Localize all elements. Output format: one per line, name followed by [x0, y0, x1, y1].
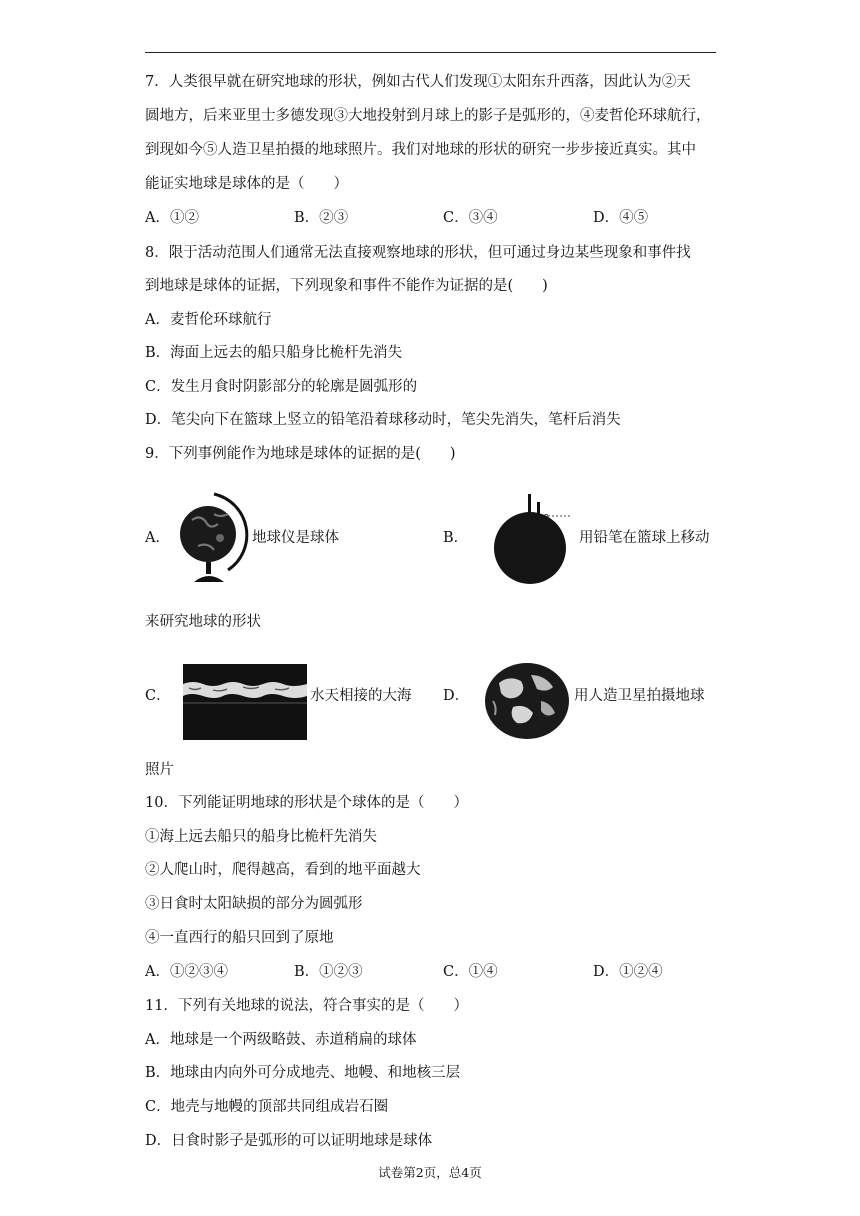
q9-option-d-letter[interactable]: D． — [443, 688, 470, 704]
q10-stem: 10．下列能证明地球的形状是个球体的是（ ） — [145, 795, 468, 811]
q9-option-a-letter[interactable]: A． — [145, 530, 170, 546]
q11-option-d[interactable]: D．日食时影子是弧形的可以证明地球是球体 — [145, 1133, 433, 1149]
page-footer: 试卷第2页，总4页 — [378, 1165, 482, 1180]
basketball-pencil-image — [488, 492, 576, 586]
q10-option-b[interactable]: B．①②③ — [294, 964, 363, 980]
q7-stem-line-2: 圆地方，后来亚里士多德发现③大地投射到月球上的影子是弧形的，④麦哲伦环球航行， — [145, 108, 711, 124]
q8-stem-line-1: 8．限于活动范围人们通常无法直接观察地球的形状，但可通过身边某些现象和事件找 — [145, 245, 691, 261]
q7-option-b[interactable]: B．②③ — [294, 210, 349, 226]
q10-statement-1: ①海上远去船只的船身比桅杆先消失 — [145, 829, 377, 845]
pencil-label-a: A — [532, 513, 537, 521]
q10-statement-4: ④一直西行的船只回到了原地 — [145, 930, 334, 946]
q9-stem: 9．下列事例能作为地球是球体的证据的是( ) — [145, 446, 456, 462]
header-rule — [145, 52, 716, 53]
q9-option-d-text-continued: 照片 — [145, 762, 174, 778]
q10-option-d[interactable]: D．①②④ — [593, 964, 663, 980]
q9-option-a-text[interactable]: 地球仪是球体 — [252, 530, 339, 546]
q8-option-d[interactable]: D．笔尖向下在篮球上竖立的铅笔沿着球移动时，笔尖先消失，笔杆后消失 — [145, 412, 621, 428]
q9-option-c-text[interactable]: 水天相接的大海 — [310, 688, 412, 704]
q8-option-a[interactable]: A．麦哲伦环球航行 — [145, 312, 272, 328]
q10-option-c[interactable]: C．①④ — [443, 964, 498, 980]
q7-stem-line-4: 能证实地球是球体的是（ ） — [145, 176, 348, 192]
q8-stem-line-2: 到地球是球体的证据，下列现象和事件不能作为证据的是( ) — [145, 278, 548, 294]
q10-statement-2: ②人爬山时，爬得越高，看到的地平面越大 — [145, 862, 421, 878]
q7-option-a[interactable]: A．①② — [145, 210, 199, 226]
q7-option-c[interactable]: C．③④ — [443, 210, 498, 226]
q10-option-a[interactable]: A．①②③④ — [145, 964, 228, 980]
earth-photo-image — [483, 661, 571, 741]
pencil-label-b: B — [544, 513, 549, 521]
q11-option-b[interactable]: B．地球由内向外可分成地壳、地幔、和地核三层 — [145, 1065, 461, 1081]
globe-image — [178, 490, 252, 588]
q9-option-b-text-continued: 来研究地球的形状 — [145, 614, 261, 630]
q9-option-b-letter[interactable]: B． — [443, 530, 469, 546]
q10-statement-3: ③日食时太阳缺损的部分为圆弧形 — [145, 896, 363, 912]
q9-option-c-letter[interactable]: C． — [145, 688, 171, 704]
q11-stem: 11．下列有关地球的说法，符合事实的是（ ） — [145, 998, 468, 1014]
q11-option-a[interactable]: A．地球是一个两级略鼓、赤道稍扁的球体 — [145, 1032, 417, 1048]
q11-option-c[interactable]: C．地壳与地幔的顶部共同组成岩石圈 — [145, 1099, 389, 1115]
sea-horizon-image — [183, 664, 307, 740]
q7-option-d[interactable]: D．④⑤ — [593, 210, 649, 226]
q8-option-c[interactable]: C．发生月食时阴影部分的轮廓是圆弧形的 — [145, 379, 418, 395]
q7-stem-line-3: 到现如今⑤人造卫星拍摄的地球照片。我们对地球的形状的研究一步步接近真实。其中 — [145, 142, 696, 158]
q9-option-d-text[interactable]: 用人造卫星拍摄地球 — [574, 688, 705, 704]
q7-stem-line-1: 7．人类很早就在研究地球的形状，例如古代人们发现①太阳东升西落，因此认为②天 — [145, 74, 691, 90]
q9-option-b-text[interactable]: 用铅笔在篮球上移动 — [579, 530, 710, 546]
q8-option-b[interactable]: B．海面上远去的船只船身比桅杆先消失 — [145, 345, 403, 361]
